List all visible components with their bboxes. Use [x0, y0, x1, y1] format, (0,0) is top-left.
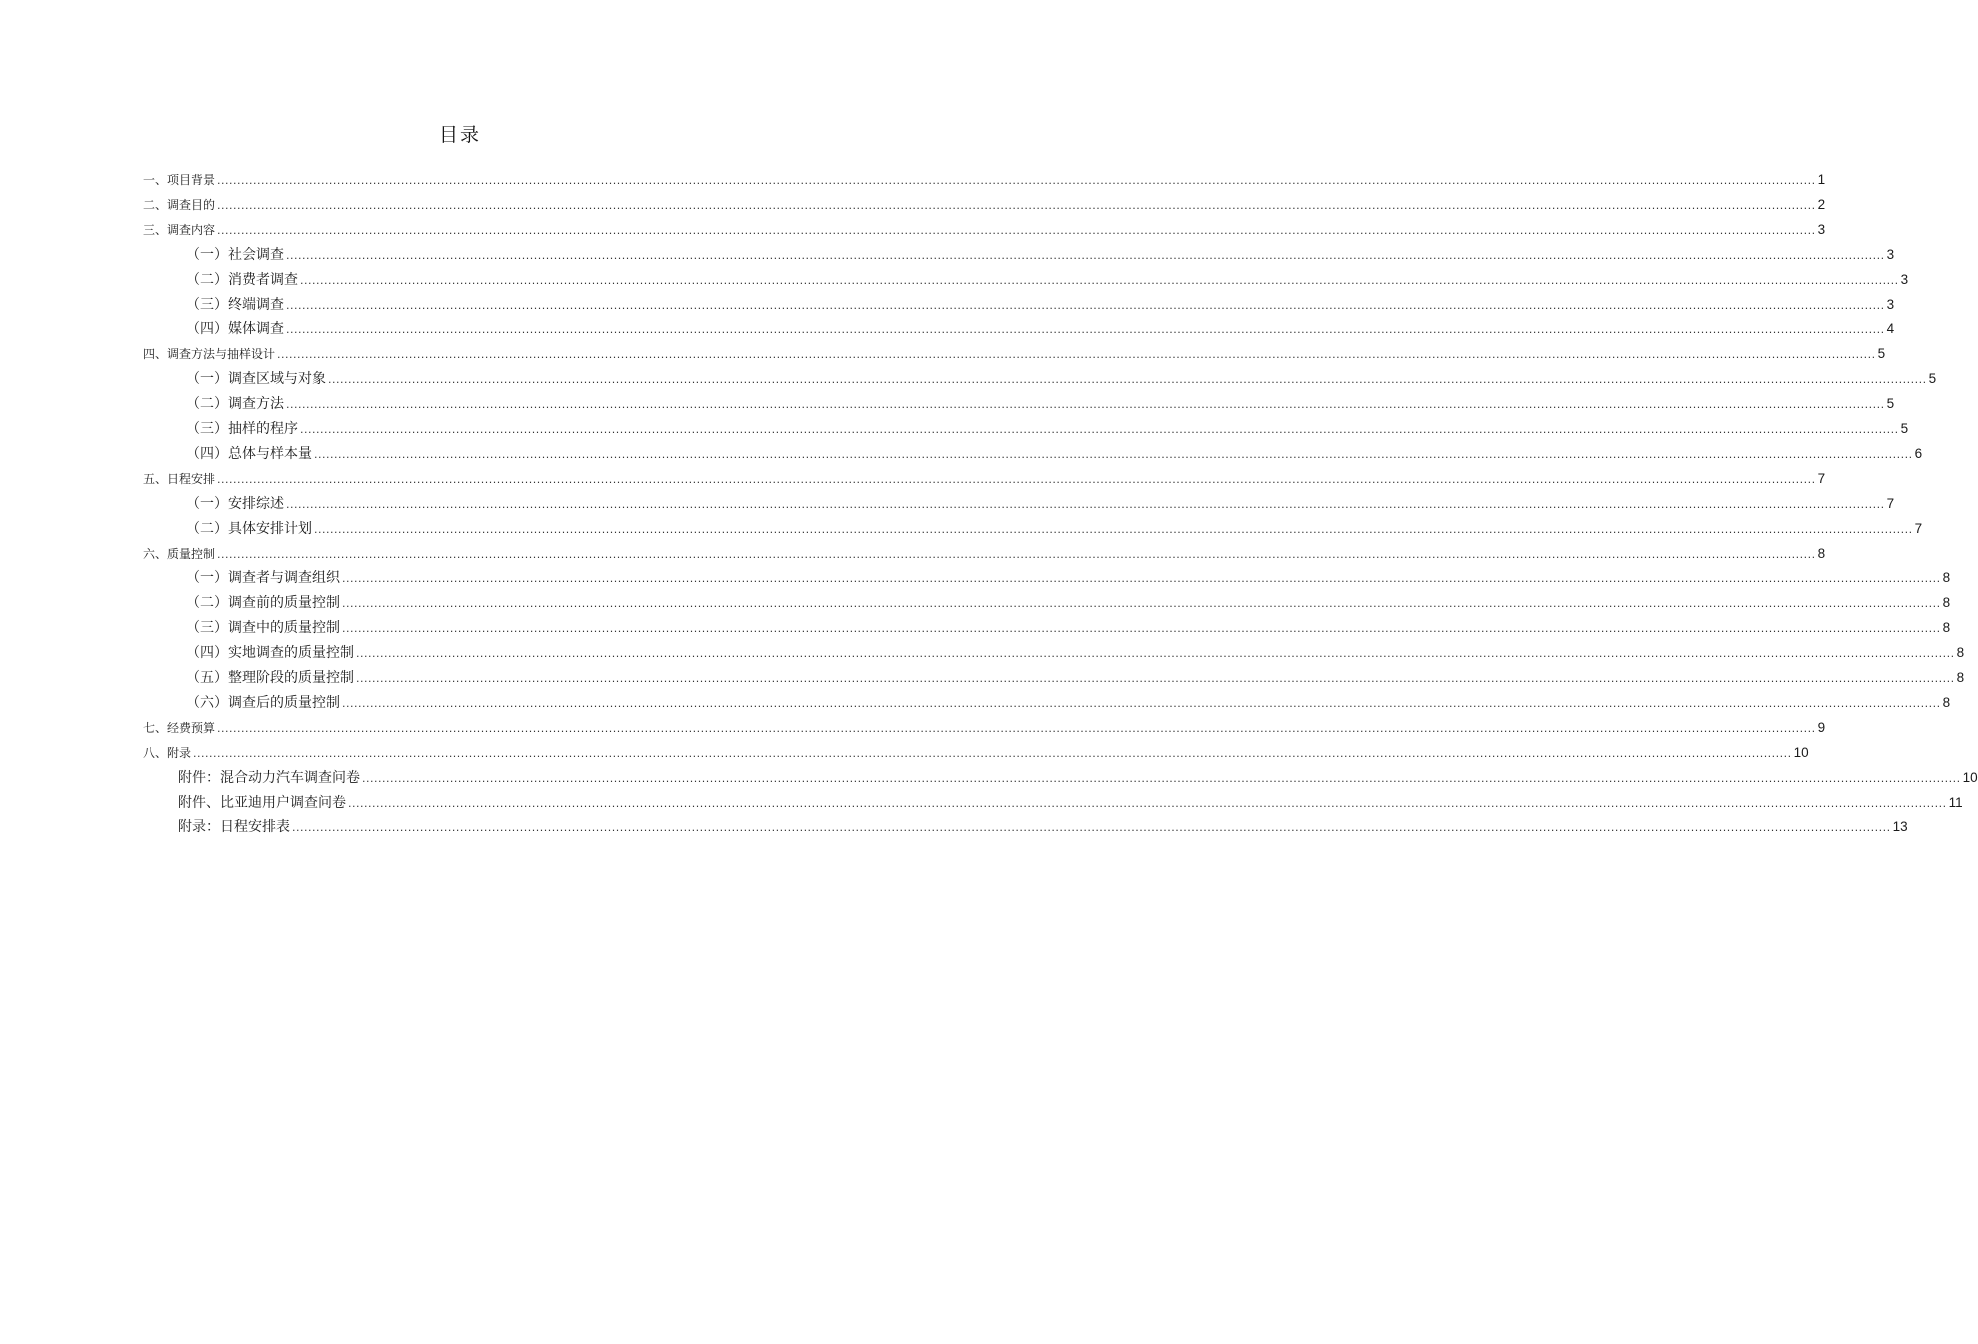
toc-dot-leader: ................................................................................................................................................................................................................................................................................................................................................................................................................ [286, 398, 1885, 412]
toc-dot-leader: ................................................................................................................................................................................................................................................................................................................................................................................................................ [362, 771, 1961, 785]
toc-section-entry[interactable] [186, 442, 1923, 464]
toc-entry-number: （六） [186, 694, 228, 711]
toc-entry-number: （一） [186, 570, 228, 587]
toc-entry-number: （一） [186, 246, 228, 263]
toc-entry-label: 整理阶段的质量控制 [228, 670, 354, 686]
toc-appendix-entry[interactable] [178, 815, 1908, 837]
toc-page-number: 3 [1886, 296, 1895, 312]
toc-dot-leader: ................................................................................................................................................................................................................................................................................................................................................................................................................ [217, 174, 1816, 187]
toc-entry-number: 附录 [178, 819, 206, 836]
toc-dot-leader: ................................................................................................................................................................................................................................................................................................................................................................................................................ [328, 373, 1927, 387]
toc-entry-label: 、比亚迪用户调查问卷 [206, 794, 346, 811]
toc-entry-label: 总体与样本量 [228, 445, 312, 462]
toc-page-number: 7 [1886, 495, 1895, 511]
toc-page-number: 8 [1942, 570, 1951, 586]
toc-entry-label: 质量控制 [167, 546, 216, 561]
toc-entry-number: 二、 [143, 197, 168, 212]
toc-section-entry[interactable] [186, 517, 1923, 539]
toc-dot-leader: ................................................................................................................................................................................................................................................................................................................................................................................................................ [342, 622, 1941, 636]
toc-entry-label: 消费者调查 [228, 271, 298, 288]
toc-entry-label: 调查方法与抽样设计 [167, 347, 276, 362]
toc-page-number: 8 [1942, 620, 1951, 636]
toc-entry-label: 调查后的质量控制 [228, 694, 340, 711]
toc-entry-number: 一、 [143, 173, 168, 187]
toc-entry-number: （五） [186, 670, 228, 686]
toc-section-entry[interactable] [186, 616, 1951, 638]
toc-dot-leader: ................................................................................................................................................................................................................................................................................................................................................................................................................ [217, 721, 1816, 735]
toc-entry-label: 社会调查 [228, 246, 284, 263]
toc-entry-number: 附件 [178, 769, 206, 786]
toc-dot-leader: ................................................................................................................................................................................................................................................................................................................................................................................................................ [217, 223, 1816, 237]
toc-entry-label: 项目背景 [167, 173, 216, 187]
toc-entry-number: （四） [186, 321, 228, 338]
toc-title: 目录 [438, 124, 481, 146]
toc-page-number: 8 [1942, 595, 1951, 611]
toc-dot-leader: ................................................................................................................................................................................................................................................................................................................................................................................................................ [217, 472, 1816, 486]
toc-dot-leader: ................................................................................................................................................................................................................................................................................................................................................................................................................ [356, 647, 1955, 661]
toc-dot-leader: ................................................................................................................................................................................................................................................................................................................................................................................................................ [277, 348, 1876, 362]
toc-page-number: 4 [1886, 321, 1895, 337]
toc-dot-leader: ................................................................................................................................................................................................................................................................................................................................................................................................................ [286, 323, 1885, 337]
toc-page-number: 11 [1948, 794, 1963, 810]
toc-entry-label: 终端调查 [228, 296, 284, 313]
toc-section-entry[interactable] [186, 417, 1909, 439]
toc-dot-leader: ................................................................................................................................................................................................................................................................................................................................................................................................................ [193, 746, 1792, 760]
toc-appendix-entry[interactable] [178, 766, 1978, 788]
toc-entry-label: ：混合动力汽车调查问卷 [206, 769, 360, 786]
toc-entry-number: （二） [186, 271, 228, 288]
toc-section-entry[interactable] [186, 691, 1951, 713]
toc-section-entry[interactable] [186, 243, 1895, 265]
toc-chapter-entry[interactable] [143, 716, 1826, 738]
toc-dot-leader: ................................................................................................................................................................................................................................................................................................................................................................................................................ [342, 597, 1941, 611]
toc-section-entry[interactable] [186, 591, 1951, 613]
toc-appendix-entry[interactable] [178, 791, 1963, 813]
toc-page-number: 10 [1962, 769, 1978, 785]
toc-entry-label: 经费预算 [167, 720, 216, 735]
toc-entry-label: 调查方法 [228, 396, 284, 413]
toc-dot-leader: ................................................................................................................................................................................................................................................................................................................................................................................................................ [342, 696, 1941, 710]
toc-dot-leader: ................................................................................................................................................................................................................................................................................................................................................................................................................ [348, 796, 1947, 810]
toc-page-number: 8 [1956, 670, 1965, 685]
toc-section-entry[interactable] [186, 317, 1895, 339]
toc-dot-leader: ................................................................................................................................................................................................................................................................................................................................................................................................................ [217, 547, 1816, 561]
toc-entry-label: 调查目的 [167, 197, 216, 212]
toc-page-number: 5 [1886, 396, 1895, 412]
toc-entry-label: 安排综述 [228, 495, 284, 512]
toc-entry-label: 抽样的程序 [228, 421, 298, 437]
toc-page-number: 7 [1914, 520, 1923, 536]
toc-entry-number: 五、 [143, 471, 168, 486]
toc-entry-number: （三） [186, 296, 228, 313]
toc-chapter-entry[interactable] [143, 168, 1826, 190]
toc-page-number: 5 [1928, 371, 1937, 387]
toc-page-number: 5 [1877, 346, 1886, 362]
toc-dot-leader: ................................................................................................................................................................................................................................................................................................................................................................................................................ [300, 273, 1899, 287]
toc-entry-label: 调查者与调查组织 [228, 570, 340, 587]
toc-chapter-entry[interactable] [143, 741, 1809, 763]
toc-entry-label: 实地调查的质量控制 [228, 645, 354, 662]
toc-entry-label: 具体安排计划 [228, 520, 312, 537]
toc-page-number: 8 [1956, 645, 1965, 661]
toc-entry-number: 六、 [143, 546, 168, 561]
toc-dot-leader: ................................................................................................................................................................................................................................................................................................................................................................................................................ [342, 572, 1941, 586]
toc-section-entry[interactable] [186, 492, 1895, 514]
toc-page-number: 13 [1892, 819, 1908, 835]
toc-page-number: 3 [1886, 246, 1895, 262]
toc-entry-number: （二） [186, 396, 228, 413]
toc-entry-number: （三） [186, 620, 228, 637]
toc-chapter-entry[interactable] [143, 342, 1886, 364]
toc-dot-leader: ................................................................................................................................................................................................................................................................................................................................................................................................................ [356, 672, 1955, 685]
toc-entry-number: （一） [186, 371, 228, 388]
toc-page-number: 6 [1914, 445, 1923, 461]
toc-dot-leader: ................................................................................................................................................................................................................................................................................................................................................................................................................ [314, 447, 1913, 461]
toc-page-number: 8 [1942, 694, 1951, 710]
toc-entry-label: 媒体调查 [228, 321, 284, 338]
toc-page-number: 1 [1817, 172, 1826, 187]
toc-section-entry[interactable] [186, 392, 1895, 414]
toc-entry-label: 调查区域与对象 [228, 371, 326, 388]
toc-entry-number: （四） [186, 645, 228, 662]
toc-entry-number: 三、 [143, 222, 168, 237]
toc-entry-number: 四、 [143, 347, 168, 362]
toc-entry-number: （一） [186, 495, 228, 512]
toc-page-number: 3 [1900, 271, 1909, 287]
toc-section-entry[interactable] [186, 367, 1937, 389]
toc-entry-number: （二） [186, 595, 228, 612]
toc-section-entry[interactable] [186, 268, 1909, 290]
toc-page-number: 7 [1817, 470, 1826, 486]
toc-entry-number: （二） [186, 520, 228, 537]
toc-entry-label: 日程安排 [167, 471, 216, 486]
toc-chapter-entry[interactable] [143, 218, 1826, 240]
toc-entry-label: ：日程安排表 [206, 819, 290, 836]
toc-entry-number: （四） [186, 445, 228, 462]
toc-page-number: 5 [1900, 421, 1909, 436]
toc-entry-label: 调查内容 [167, 222, 216, 237]
toc-page-number: 3 [1817, 221, 1826, 237]
toc-dot-leader: ................................................................................................................................................................................................................................................................................................................................................................................................................ [314, 522, 1913, 536]
toc-entry-label: 调查中的质量控制 [228, 620, 340, 637]
toc-page-number: 8 [1817, 545, 1826, 561]
toc-entry-number: 七、 [143, 720, 168, 735]
toc-section-entry[interactable] [186, 293, 1895, 315]
toc-page-number: 2 [1817, 196, 1826, 212]
toc-entry-number: 附件 [178, 794, 206, 811]
toc-chapter-entry[interactable] [143, 467, 1826, 489]
toc-entry-label: 调查前的质量控制 [228, 595, 340, 612]
toc-page-number: 9 [1817, 719, 1826, 735]
toc-dot-leader: ................................................................................................................................................................................................................................................................................................................................................................................................................ [217, 198, 1816, 212]
toc-entry-label: 附录 [167, 745, 192, 760]
toc-entry-number: 八、 [143, 745, 168, 760]
toc-section-entry[interactable] [186, 666, 1965, 688]
toc-entry-number: （三） [186, 421, 228, 437]
toc-dot-leader: ................................................................................................................................................................................................................................................................................................................................................................................................................ [292, 821, 1891, 835]
toc-dot-leader: ................................................................................................................................................................................................................................................................................................................................................................................................................ [286, 497, 1885, 511]
toc-page-number: 10 [1793, 744, 1809, 760]
toc-section-entry[interactable] [186, 641, 1965, 663]
toc-dot-leader: ................................................................................................................................................................................................................................................................................................................................................................................................................ [286, 248, 1885, 262]
toc-dot-leader: ................................................................................................................................................................................................................................................................................................................................................................................................................ [286, 298, 1885, 312]
toc-dot-leader: ................................................................................................................................................................................................................................................................................................................................................................................................................ [300, 423, 1899, 436]
toc-chapter-entry[interactable] [143, 542, 1826, 564]
toc-section-entry[interactable] [186, 566, 1951, 588]
toc-chapter-entry[interactable] [143, 193, 1826, 215]
